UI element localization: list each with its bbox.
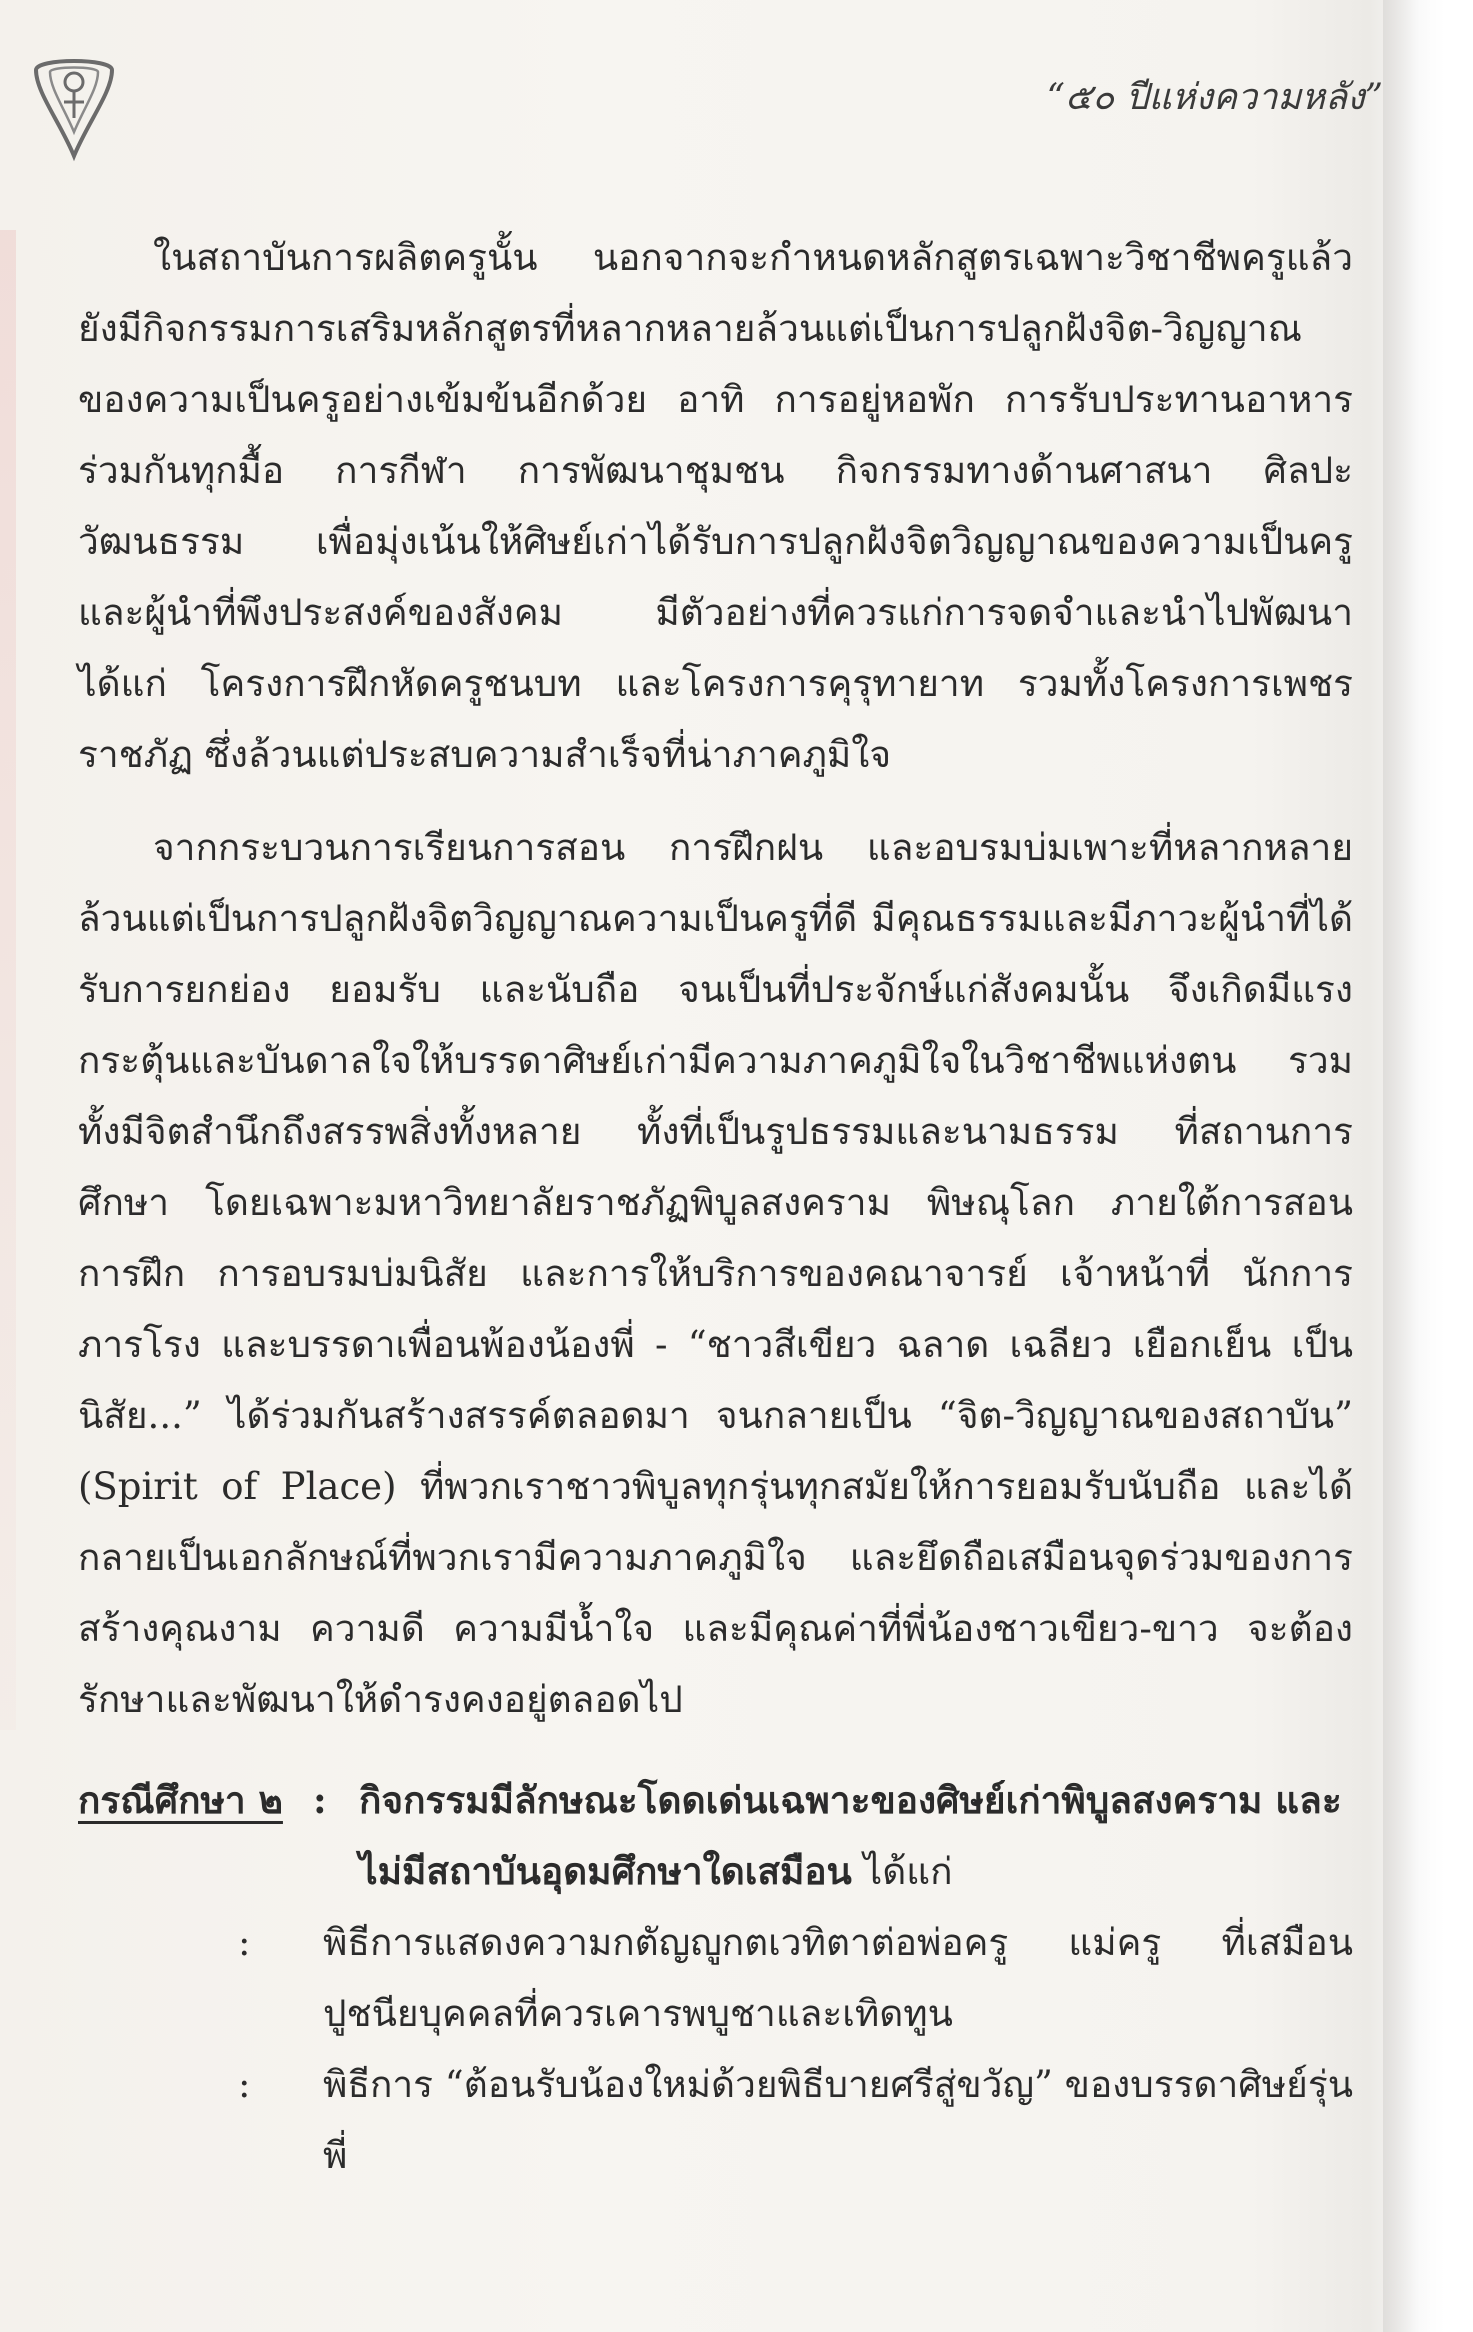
case-study-label: กรณีศึกษา ๒ [78, 1778, 283, 1822]
paragraph-2: จากกระบวนการเรียนการสอน การฝึกฝน และอบรมบ่มเพาะที่หลากหลาย ล้วนแต่เป็นการปลูกฝังจิตวิญญาณความเป็นครูที่ดี มีคุณธรรมและมีภาวะผู้นำที่ได้รับการยกย่อง ยอมรับ และนับถือ จนเป็นที่ประจักษ์แก่สังคมนั้น จึงเกิดมีแรงกระตุ้นและบันดาลใจให้บรรดาศิษย์เก่ามีความภาคภูมิใจในวิชาชีพแห่งตน รวมทั้งมีจิตสำนึกถึงสรรพสิ่งทั้งหลาย ทั้งที่เป็นรูปธรรมและนามธรรม ที่สถานการศึกษา โดยเฉพาะมหาวิทยาลัยราชภัฏพิบูลสงคราม พิษณุโลก ภายใต้การสอน การฝึก การอบรมบ่มนิสัย และการให้บริการของคณาจารย์ เจ้าหน้าที่ นักการภารโรง และบรรดาเพื่อนพ้องน้องพี่ - “ชาวสีเขียว ฉลาด เฉลียว เยือกเย็น เป็นนิสัย...” ได้ร่วมกันสร้างสรรค์ตลอดมา จนกลายเป็น “จิต-วิญญาณของสถาบัน” (Spirit of Place) ที่พวกเราชาวพิบูลทุกรุ่นทุกสมัยให้การยอมรับนับถือ และได้กลายเป็นเอกลักษณ์ที่พวกเรามีความภาคภูมิใจ และยึดถือเสมือนจุดร่วมของการสร้างคุณงาม ความดี ความมีน้ำใจ และมีคุณค่าที่พี่น้องชาวเขียว-ขาว จะต้องรักษาและพัฒนาให้ดำรงคงอยู่ตลอดไป [78, 826, 1353, 1721]
list-item-text: พิธีการแสดงความกตัญญูกตเวทิตาต่อพ่อครู แม่ครู ที่เสมือนปูชนียบุคคลที่ควรเคารพบูชาและเทิดทูน [323, 1921, 1353, 2035]
page-edge-tint [0, 230, 16, 1730]
paragraph-1: ในสถาบันการผลิตครูนั้น นอกจากจะกำหนดหลักสูตรเฉพาะวิชาชีพครูแล้ว ยังมีกิจกรรมการเสริมหลักสูตรที่หลากหลายล้วนแต่เป็นการปลูกฝังจิต-วิญญาณของความเป็นครูอย่างเข้มข้นอีกด้วย อาทิ การอยู่หอพัก การรับประทานอาหารร่วมกันทุกมื้อ การกีฬา การพัฒนาชุมชน กิจกรรมทางด้านศาสนา ศิลปะวัฒนธรรม เพื่อมุ่งเน้นให้ศิษย์เก่าได้รับการปลูกฝังจิตวิญญาณของความเป็นครูและผู้นำที่พึงประสงค์ของสังคม มีตัวอย่างที่ควรแก่การจดจำและนำไปพัฒนา ได้แก่ โครงการฝึกหัดครูชนบท และโครงการคุรุทายาท รวมทั้งโครงการเพชรราชภัฏ ซึ่งล้วนแต่ประสบความสำเร็จที่น่าภาคภูมิใจ [78, 236, 1353, 776]
case-study-heading [78, 1765, 1353, 1907]
list-item [78, 1907, 1353, 2049]
list-item [78, 2049, 1353, 2191]
list-item-colon: : [238, 2063, 251, 2106]
case-study-title-text: กิจกรรมมีลักษณะโดดเด่นเฉพาะของศิษย์เก่าพิบูลสงคราม และไม่มีสถาบันอุดมศึกษาใดเสมือน [359, 1778, 1342, 1893]
list-item-colon: : [238, 1921, 251, 1964]
institution-emblem-icon [28, 52, 120, 162]
case-study-section [78, 1765, 1353, 2191]
case-study-colon: : [313, 1778, 327, 1822]
running-title: “๕๐ ปีแห่งความหลัง” [1046, 77, 1383, 118]
page-right-margin [1383, 0, 1473, 2332]
list-item-text: พิธีการ “ต้อนรับน้องใหม่ด้วยพิธีบายศรีสู่ขวัญ” ของบรรดาศิษย์รุ่นพี่ [323, 2063, 1353, 2177]
case-study-title-tail: ได้แก่ [851, 1850, 953, 1893]
page-body [78, 222, 1353, 2191]
case-study-title [333, 1765, 1353, 1907]
